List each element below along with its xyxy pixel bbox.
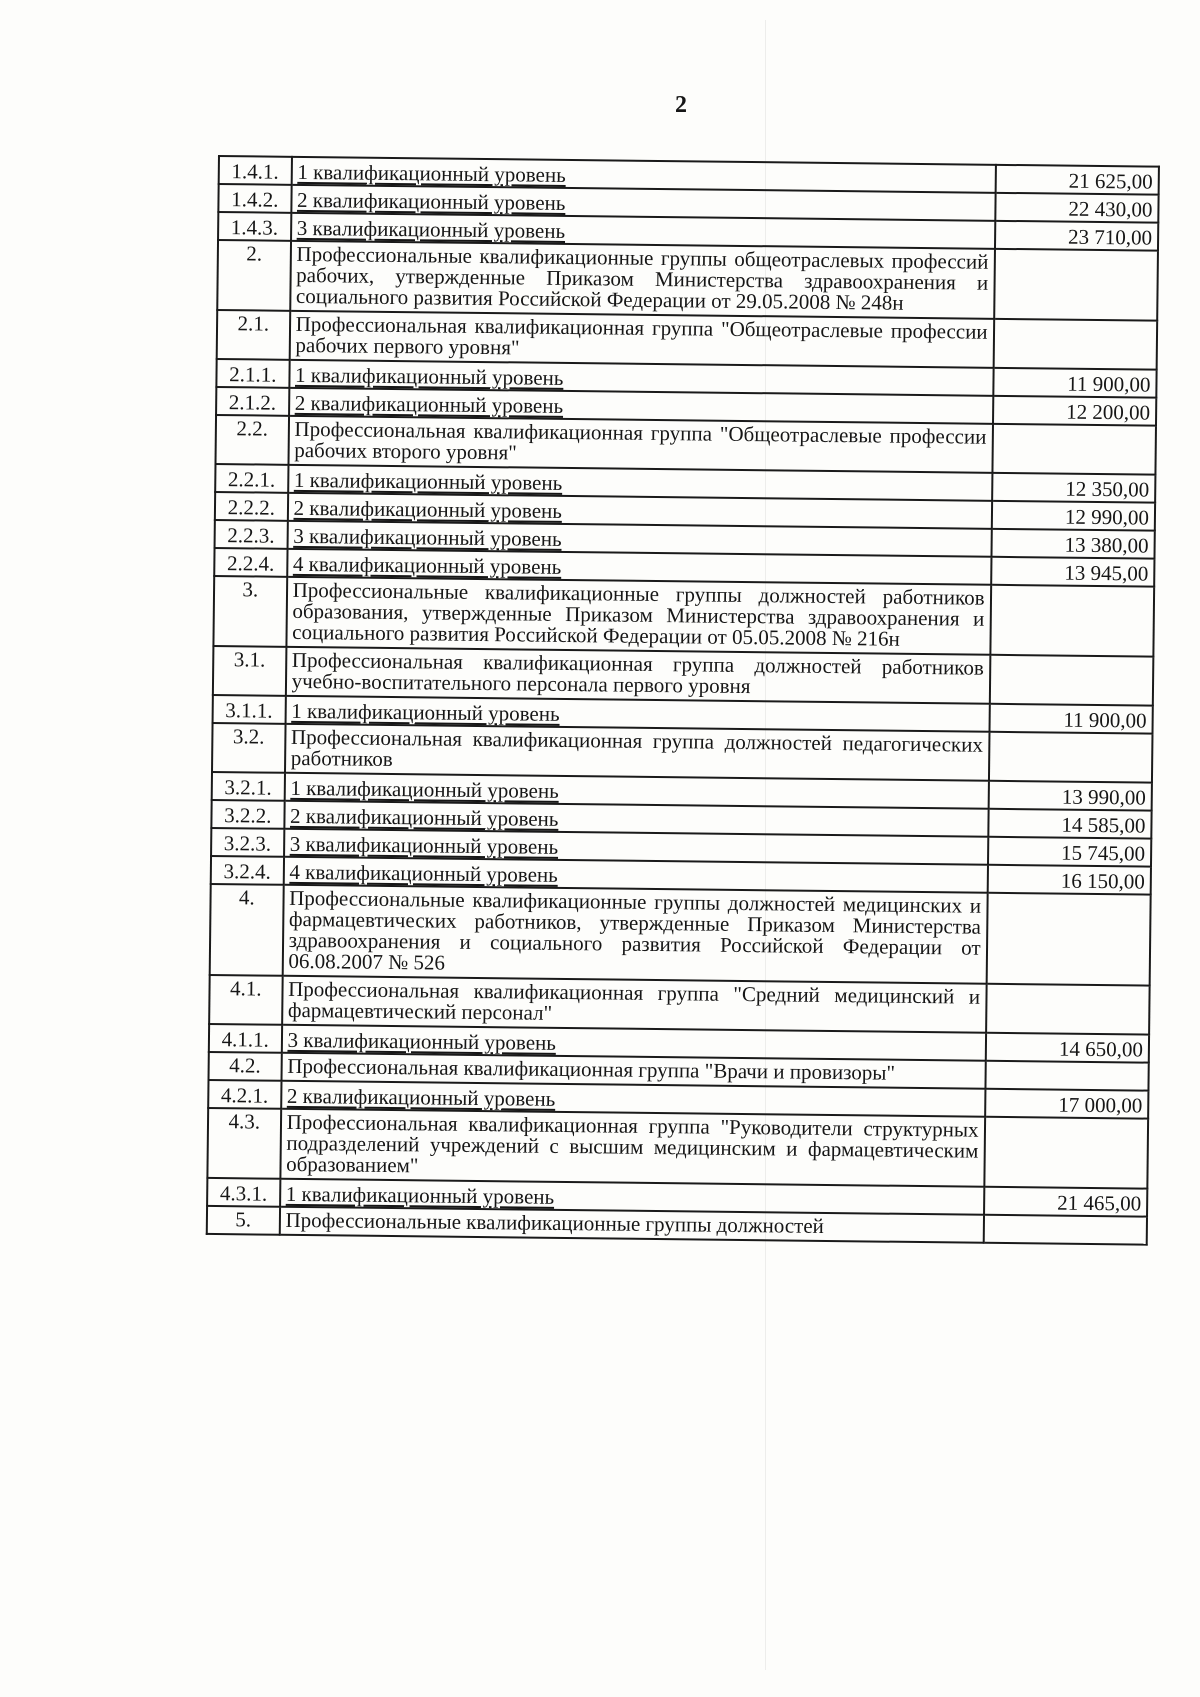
row-amount xyxy=(986,984,1150,1035)
row-number: 3.2.4. xyxy=(211,856,284,885)
row-description: Профессиональная квалификационная группа "Руководители структурных подразделений учреждений с высшим медицинским и фармацевтическим образованием" xyxy=(280,1109,985,1187)
row-amount: 21 625,00 xyxy=(995,165,1159,195)
row-number: 1.4.3. xyxy=(218,212,291,241)
row-amount xyxy=(992,424,1156,475)
row-amount: 14 650,00 xyxy=(985,1033,1149,1063)
row-description: 4 квалификационный уровень xyxy=(287,549,991,585)
row-number: 3.2.1. xyxy=(212,772,285,801)
row-number: 3.2. xyxy=(212,723,285,773)
row-description: 3 квалификационный уровень xyxy=(284,829,988,865)
row-amount: 11 900,00 xyxy=(993,368,1157,398)
row-description: 2 квалификационный уровень xyxy=(291,185,995,221)
row-number: 4.2.1. xyxy=(208,1080,281,1109)
row-description: Профессиональная квалификационная группа "Средний медицинский и фармацевтический персонал" xyxy=(282,976,986,1033)
row-description: 3 квалификационный уровень xyxy=(287,521,991,557)
table-row-group xyxy=(213,576,1154,657)
row-number: 3.1. xyxy=(213,646,286,696)
row-description: 2 квалификационный уровень xyxy=(289,388,993,424)
row-description: 3 квалификационный уровень xyxy=(281,1025,985,1061)
row-number: 3. xyxy=(213,576,286,647)
row-number: 2. xyxy=(217,240,290,311)
row-amount xyxy=(990,585,1154,657)
row-description: Профессиональные квалификационные группы общеотраслевых профессий рабочих, утвержденные Приказом Министерства здравоохранения и социального развития Российской Федерации от 29.05.2008 № 248н xyxy=(290,241,995,319)
page-number: 2 xyxy=(675,92,687,118)
row-number: 5. xyxy=(207,1206,280,1235)
row-amount xyxy=(985,1061,1149,1091)
row-number: 3.2.2. xyxy=(211,800,284,829)
table-row-group xyxy=(210,884,1151,986)
row-description: Профессиональные квалификационные группы должностей медицинских и фармацевтических работников, утвержденные Приказом Министерства здравоохранения и социального развития Российской Федерации от 06.08.2007 № 526 xyxy=(282,885,987,984)
row-amount xyxy=(993,319,1157,370)
row-description: 1 квалификационный уровень xyxy=(288,465,992,501)
row-amount xyxy=(983,1215,1147,1245)
row-amount xyxy=(984,1117,1148,1189)
row-description: 2 квалификационный уровень xyxy=(284,801,988,837)
row-number: 4.3.1. xyxy=(207,1178,280,1207)
row-number: 4. xyxy=(210,884,284,976)
row-amount: 22 430,00 xyxy=(995,193,1159,223)
row-number: 2.2. xyxy=(215,415,288,465)
row-amount: 13 990,00 xyxy=(988,781,1152,811)
row-description: 1 квалификационный уровень xyxy=(289,360,993,396)
row-description: Профессиональная квалификационная группа должностей работников учебно-воспитательного персонала первого уровня xyxy=(285,647,989,704)
row-number: 4.1.1. xyxy=(209,1024,282,1053)
row-description: 1 квалификационный уровень xyxy=(291,157,995,193)
row-description: 1 квалификационный уровень xyxy=(285,696,989,732)
row-amount: 21 465,00 xyxy=(984,1187,1148,1217)
row-description: Профессиональная квалификационная группа "Врачи и провизоры" xyxy=(281,1053,985,1089)
row-amount: 11 900,00 xyxy=(989,704,1153,734)
row-description: 2 квалификационный уровень xyxy=(281,1081,985,1117)
row-number: 2.1. xyxy=(217,310,290,360)
row-number: 2.2.4. xyxy=(214,548,287,577)
row-description: 2 квалификационный уровень xyxy=(287,493,991,529)
salary-table-body xyxy=(207,156,1159,1245)
row-description: 1 квалификационный уровень xyxy=(280,1179,984,1215)
row-description: Профессиональная квалификационная группа "Общеотраслевые профессии рабочих первого уровня" xyxy=(289,311,993,368)
row-amount: 12 200,00 xyxy=(993,396,1157,426)
row-amount xyxy=(989,732,1153,783)
table-row-group xyxy=(207,1108,1148,1189)
row-description: 3 квалификационный уровень xyxy=(291,213,995,249)
row-description: Профессиональные квалификационные группы должностей работников образования, утвержденные Приказом Министерства здравоохранения и социального развития Российской Федерации от 05.05.2008 № 216н xyxy=(286,577,991,655)
row-number: 2.2.3. xyxy=(215,520,288,549)
row-amount: 13 380,00 xyxy=(991,529,1155,559)
row-amount xyxy=(994,249,1158,321)
row-description: Профессиональные квалификационные группы должностей xyxy=(279,1207,983,1243)
row-description: 4 квалификационный уровень xyxy=(283,857,987,893)
salary-table xyxy=(206,155,1160,1246)
row-amount: 12 990,00 xyxy=(991,501,1155,531)
row-number: 1.4.1. xyxy=(219,156,292,185)
table-row-group xyxy=(217,240,1158,321)
row-number: 4.1. xyxy=(209,975,282,1025)
row-number: 3.2.3. xyxy=(211,828,284,857)
row-amount: 23 710,00 xyxy=(995,221,1159,251)
row-number: 3.1.1. xyxy=(213,695,286,724)
row-number: 4.3. xyxy=(207,1108,280,1179)
row-number: 2.1.1. xyxy=(216,359,289,388)
row-number: 2.2.1. xyxy=(215,464,288,493)
row-amount xyxy=(989,655,1153,706)
row-number: 2.1.2. xyxy=(216,387,289,416)
row-number: 1.4.2. xyxy=(218,184,291,213)
row-description: 1 квалификационный уровень xyxy=(284,773,988,809)
row-number: 2.2.2. xyxy=(215,492,288,521)
row-amount: 16 150,00 xyxy=(987,865,1151,895)
row-amount: 17 000,00 xyxy=(985,1089,1149,1119)
row-amount: 13 945,00 xyxy=(991,557,1155,587)
row-amount: 14 585,00 xyxy=(988,809,1152,839)
row-amount xyxy=(986,893,1150,986)
row-description: Профессиональная квалификационная группа "Общеотраслевые профессии рабочих второго уровня" xyxy=(288,416,992,473)
row-amount: 15 745,00 xyxy=(988,837,1152,867)
row-number: 4.2. xyxy=(209,1052,282,1081)
row-amount: 12 350,00 xyxy=(992,473,1156,503)
row-description: Профессиональная квалификационная группа должностей педагогических работников xyxy=(285,724,989,781)
